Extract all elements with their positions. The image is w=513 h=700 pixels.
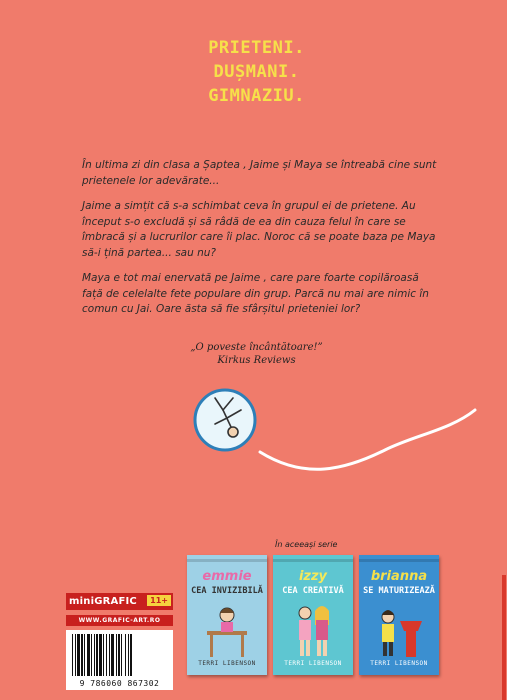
barcode-bar: [106, 634, 107, 676]
barcode-bar: [130, 634, 132, 676]
age-badge: 11+: [147, 595, 171, 606]
publisher-url: WWW.GRAFIC-ART.RO: [66, 615, 173, 626]
book-author: TERRI LIBENSON: [370, 660, 428, 667]
spine-mark: [502, 575, 506, 700]
barcode-bar: [77, 634, 80, 676]
barcode-bar: [109, 634, 110, 676]
headline: [0, 36, 513, 108]
barcode-bar: [116, 634, 117, 676]
barcode-bar: [72, 634, 73, 676]
blurb-paragraph-2: Jaime a simțit că s-a schimbat ceva în grupul ei de prietene. Au început s-o excludă și să râdă de ea din cauza felul în care se îmbracă și a lucrurilor care îi plac. Noroc că se poate baza pe Maya să-i țină partea... sau nu?: [82, 200, 436, 259]
blurb-paragraph-3: Maya e tot mai enervată pe Jaime , care pare foarte copilăroasă față de celelalte fete populare din grup. Parcă nu mai are nimic în comun cu Jai. Oare ăsta să fie sfârșitul prieteniei lor?: [82, 272, 429, 315]
publisher-logo-text: miniGRAFIC: [69, 596, 137, 607]
book-strip: [359, 559, 439, 562]
motion-swoosh: [260, 410, 475, 469]
blurb-paragraph-1: În ultima zi din clasa a Șaptea , Jaime și Maya se întreabă cine sunt prietenele lor adevărate...: [82, 159, 437, 187]
two-girls-icon: [288, 601, 338, 659]
headline-line-2: DUȘMANI.: [213, 62, 300, 82]
headline-line-3: GIMNAZIU.: [208, 86, 305, 106]
book-subtitle: SE MATURIZEAZĂ: [363, 586, 435, 596]
barcode-bars: [72, 634, 167, 676]
barcode-bar: [91, 634, 92, 676]
barcode-bar: [99, 634, 102, 676]
book-brianna: [359, 555, 439, 675]
barcode-bar: [103, 634, 104, 676]
barcode: [66, 630, 173, 690]
bubble-circle: [195, 390, 255, 450]
book-author: TERRI LIBENSON: [198, 660, 256, 667]
book-subtitle: CEA CREATIVĂ: [282, 586, 344, 596]
book-author: TERRI LIBENSON: [284, 660, 342, 667]
barcode-bar: [111, 634, 114, 676]
barcode-bar: [87, 634, 90, 676]
quote-text: „O poveste încântătoare!”: [190, 342, 323, 353]
barcode-bar: [84, 634, 85, 676]
book-title: brianna: [370, 569, 428, 584]
review-quote: [0, 341, 513, 367]
barcode-bar: [121, 634, 122, 676]
publisher-logo: [66, 593, 173, 610]
quote-source: Kirkus Reviews: [217, 355, 296, 366]
book-strip: [273, 559, 353, 562]
book-subtitle: CEA INVIZIBILĂ: [191, 586, 263, 596]
barcode-bar: [94, 634, 95, 676]
book-izzy: [273, 555, 353, 675]
barcode-bar: [75, 634, 76, 676]
book-emmie: [187, 555, 267, 675]
blurb: [82, 158, 437, 328]
book-strip: [187, 559, 267, 562]
book-title: emmie: [202, 569, 252, 584]
podium-girl-icon: [374, 601, 424, 659]
book-title: izzy: [298, 569, 328, 584]
barcode-bar: [96, 634, 98, 676]
barcode-bar: [81, 634, 83, 676]
bubble-illustration: [185, 380, 485, 480]
barcode-bar: [118, 634, 120, 676]
desk-girl-icon: [202, 601, 252, 659]
headline-line-1: PRIETENI.: [208, 38, 305, 58]
barcode-bar: [125, 634, 126, 676]
barcode-bar: [128, 634, 129, 676]
barcode-number: 9 786060 867302: [79, 679, 160, 688]
series-label: În aceeași serie: [275, 540, 338, 549]
